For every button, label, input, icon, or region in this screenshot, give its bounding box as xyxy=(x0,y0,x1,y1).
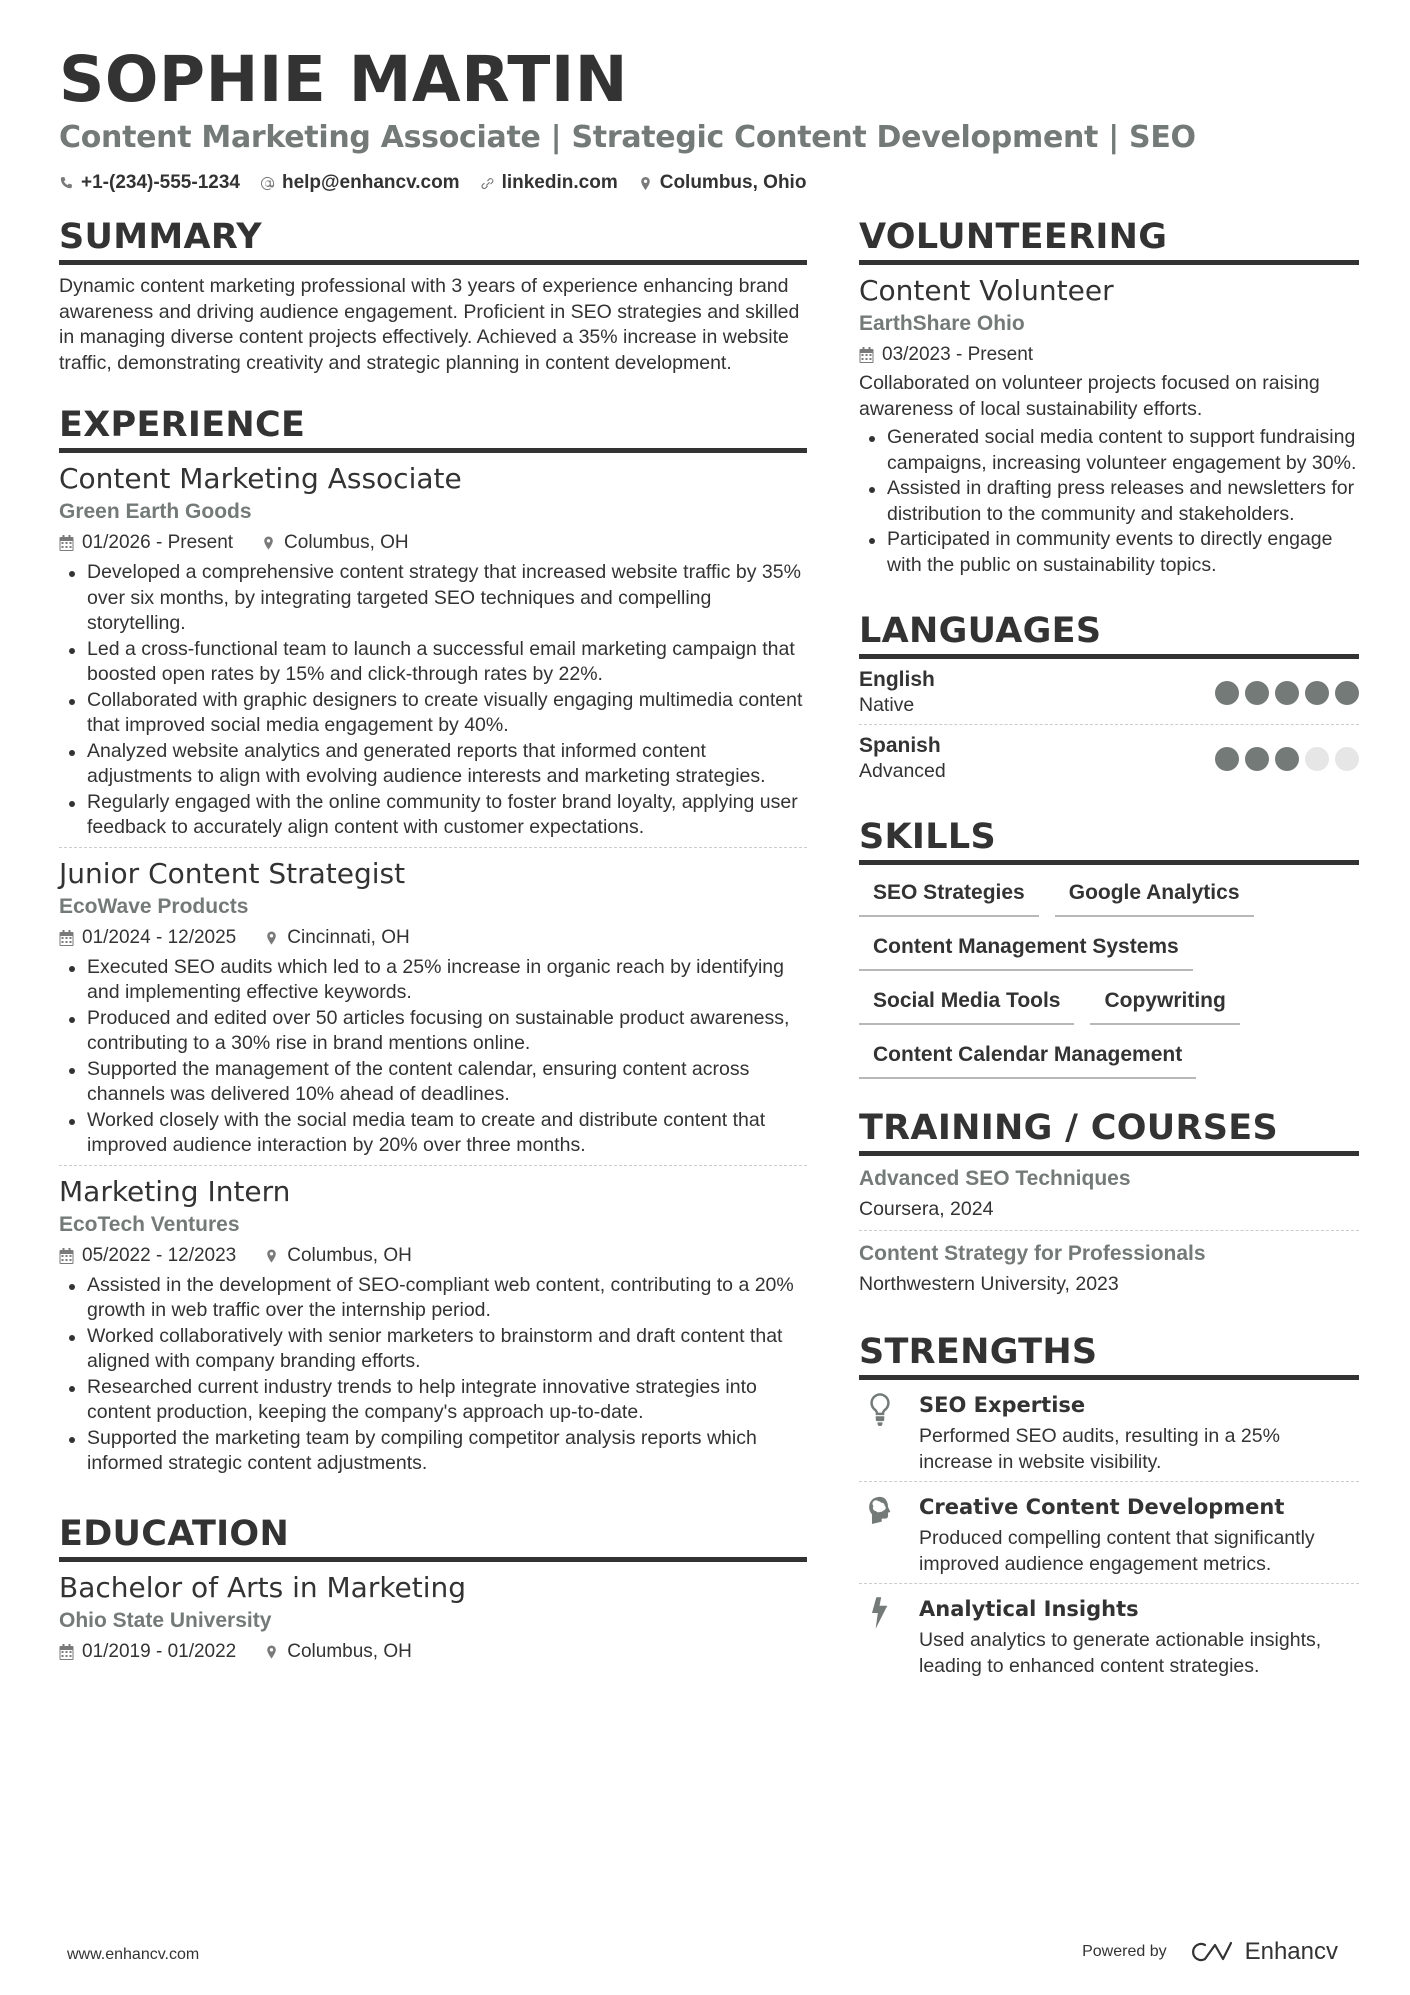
section-title-skills: SKILLS xyxy=(859,816,1359,865)
location-text: Columbus, OH xyxy=(287,1640,412,1662)
language-level: Advanced xyxy=(859,760,946,782)
candidate-headline: Content Marketing Associate | Strategic Content Development | SEO xyxy=(59,120,1196,155)
bullet-item: Executed SEO audits which led to a 25% increase in organic reach by identifying and implementing effective keywords. xyxy=(59,955,807,1006)
company-name: Green Earth Goods xyxy=(59,500,252,523)
linkedin-text: linkedin.com xyxy=(501,172,618,193)
right-column xyxy=(859,216,1359,1715)
volunteer-bullets xyxy=(859,425,1359,578)
course-provider: Coursera, 2024 xyxy=(859,1198,994,1220)
contact-location xyxy=(638,172,807,194)
footer-website[interactable]: www.enhancv.com xyxy=(67,1946,200,1963)
location-pin-icon xyxy=(264,1644,279,1660)
job-bullets xyxy=(59,955,807,1159)
strength-item xyxy=(859,1481,1359,1583)
education-section xyxy=(59,1513,807,1672)
calendar-icon xyxy=(59,930,74,946)
strength-desc: Performed SEO audits, resulting in a 25% increase in website visibility. xyxy=(919,1425,1280,1473)
strength-title: Creative Content Development xyxy=(919,1495,1285,1519)
section-title-languages: LANGUAGES xyxy=(859,610,1359,659)
course-entry xyxy=(859,1230,1359,1305)
phone-text: +1-(234)-555-1234 xyxy=(81,172,240,193)
calendar-icon xyxy=(59,535,74,551)
experience-section xyxy=(59,404,807,1483)
bullet-item: Supported the management of the content calendar, ensuring content across channels was delivered 10% ahead of deadlines. xyxy=(59,1057,807,1108)
job-title: Junior Content Strategist xyxy=(59,856,406,890)
link-icon xyxy=(480,176,495,191)
job-meta xyxy=(59,1242,807,1270)
dot-empty xyxy=(1305,747,1329,771)
skills-list xyxy=(859,865,1359,1079)
section-title-experience: EXPERIENCE xyxy=(59,404,807,453)
volunteer-role: Content Volunteer xyxy=(859,274,1114,307)
bullet-item: Led a cross-functional team to launch a successful email marketing campaign that boosted open rates by 15% and click-through rates by 22%. xyxy=(59,637,807,688)
education-meta xyxy=(59,1638,807,1666)
location-text: Columbus, Ohio xyxy=(659,172,807,193)
language-name: English xyxy=(859,668,935,691)
bullet-item: Developed a comprehensive content strategy that increased website traffic by 35% over six months, by integrating targeted SEO techniques and compelling storytelling. xyxy=(59,560,807,637)
location-text: Columbus, OH xyxy=(284,532,409,553)
location-pin-icon xyxy=(264,930,279,946)
course-title: Advanced SEO Techniques xyxy=(859,1167,1131,1190)
contact-linkedin[interactable] xyxy=(480,172,618,194)
bullet-item: Analyzed website analytics and generated reports that informed content adjustments to align with evolving audience interests and marketing strategies. xyxy=(59,739,807,790)
enhancv-logo-icon xyxy=(1191,1939,1235,1965)
dot-filled xyxy=(1245,747,1269,771)
bullet-item: Produced and edited over 50 articles focusing on sustainable product awareness, contributing to a 30% rise in brand mentions online. xyxy=(59,1006,807,1057)
job-location xyxy=(264,1242,412,1270)
skill-tag: Copywriting xyxy=(1090,987,1239,1025)
dot-filled xyxy=(1335,681,1359,705)
volunteer-dates xyxy=(859,341,1033,369)
job-bullets xyxy=(59,560,807,841)
dates-text: 05/2022 - 12/2023 xyxy=(82,1244,237,1266)
language-row xyxy=(859,724,1359,790)
location-pin-icon xyxy=(261,535,276,551)
education-location xyxy=(264,1638,412,1666)
lightning-bolt-icon xyxy=(859,1594,901,1679)
contact-line xyxy=(59,172,1359,194)
volunteer-description: Collaborated on volunteer projects focused on raising awareness of local sustainability efforts. xyxy=(859,372,1320,420)
strength-title: Analytical Insights xyxy=(919,1597,1139,1621)
proficiency-dots xyxy=(1215,681,1359,705)
dot-filled xyxy=(1245,681,1269,705)
strength-title: SEO Expertise xyxy=(919,1393,1086,1417)
summary-section xyxy=(59,216,807,376)
strength-item xyxy=(859,1380,1359,1481)
dot-filled xyxy=(1305,681,1329,705)
contact-email[interactable] xyxy=(260,172,460,194)
school-name: Ohio State University xyxy=(59,1608,272,1632)
bullet-item: Assisted in the development of SEO-compliant web content, contributing to a 20% growth in web traffic over the internship period. xyxy=(59,1273,807,1324)
skill-tag: Content Calendar Management xyxy=(859,1041,1196,1079)
volunteer-entry xyxy=(859,265,1359,584)
proficiency-dots xyxy=(1215,747,1359,771)
phone-icon xyxy=(59,176,74,191)
skill-tag: Social Media Tools xyxy=(859,987,1074,1025)
candidate-name: SOPHIE MARTIN xyxy=(59,43,629,116)
training-section xyxy=(859,1107,1359,1305)
skills-section xyxy=(859,816,1359,1079)
languages-section xyxy=(859,610,1359,790)
job-title: Marketing Intern xyxy=(59,1174,291,1208)
bullet-item: Worked collaboratively with senior marketers to brainstorm and draft content that aligned with company branding efforts. xyxy=(59,1324,807,1375)
section-title-volunteering: VOLUNTEERING xyxy=(859,216,1359,265)
strength-item xyxy=(859,1583,1359,1685)
language-row xyxy=(859,659,1359,724)
section-title-strengths: STRENGTHS xyxy=(859,1331,1359,1380)
email-text: help@enhancv.com xyxy=(281,172,460,193)
job-bullets xyxy=(59,1273,807,1477)
footer-branding xyxy=(1082,1938,1338,1966)
company-name: EcoTech Ventures xyxy=(59,1212,240,1236)
location-pin-icon xyxy=(638,176,653,191)
bullet-item: Generated social media content to support fundraising campaigns, increasing volunteer engagement by 30%. xyxy=(859,425,1359,476)
job-location xyxy=(264,924,410,952)
bullet-item: Researched current industry trends to help integrate innovative strategies into content production, keeping the company's approach up-to-date. xyxy=(59,1375,807,1426)
dot-empty xyxy=(1335,747,1359,771)
location-text: Cincinnati, OH xyxy=(287,926,410,948)
skill-tag: Google Analytics xyxy=(1055,879,1254,917)
bullet-item: Supported the marketing team by compiling competitor analysis reports which informed strategic content adjustments. xyxy=(59,1426,807,1477)
bullet-item: Participated in community events to directly engage with the public on sustainability topics. xyxy=(859,527,1359,578)
skill-tag: Content Management Systems xyxy=(859,933,1193,971)
strength-desc: Produced compelling content that significantly improved audience engagement metrics. xyxy=(919,1527,1315,1575)
course-title: Content Strategy for Professionals xyxy=(859,1242,1206,1265)
experience-entry xyxy=(59,1165,807,1483)
contact-phone[interactable] xyxy=(59,172,240,194)
bullet-item: Collaborated with graphic designers to create visually engaging multimedia content that improved social media engagement by 40%. xyxy=(59,688,807,739)
section-title-summary: SUMMARY xyxy=(59,216,807,265)
dot-filled xyxy=(1275,747,1299,771)
course-entry xyxy=(859,1156,1359,1230)
resume-header xyxy=(59,44,1359,194)
dot-filled xyxy=(1215,681,1239,705)
job-meta xyxy=(59,529,807,557)
location-pin-icon xyxy=(264,1248,279,1264)
bullet-item: Assisted in drafting press releases and newsletters for distribution to the community and stakeholders. xyxy=(859,476,1359,527)
company-name: EcoWave Products xyxy=(59,894,249,918)
calendar-icon xyxy=(859,347,874,363)
left-column xyxy=(59,216,807,1702)
experience-entry xyxy=(59,453,807,847)
volunteering-section xyxy=(859,216,1359,584)
location-text: Columbus, OH xyxy=(287,1244,412,1266)
language-level: Native xyxy=(859,694,915,716)
dates-text: 01/2019 - 01/2022 xyxy=(82,1640,237,1662)
section-title-training: TRAINING / COURSES xyxy=(859,1107,1359,1156)
calendar-icon xyxy=(59,1248,74,1264)
powered-by-label: Powered by xyxy=(1082,1943,1167,1960)
bullet-item: Worked closely with the social media team to create and distribute content that improved audience interaction by 20% over three months. xyxy=(59,1108,807,1159)
section-title-education: EDUCATION xyxy=(59,1513,807,1562)
skill-tag: SEO Strategies xyxy=(859,879,1039,917)
dates-text: 03/2023 - Present xyxy=(882,344,1034,365)
job-dates xyxy=(59,529,233,557)
strength-desc: Used analytics to generate actionable insights, leading to enhanced content strategies. xyxy=(919,1629,1322,1677)
job-dates xyxy=(59,924,236,952)
job-meta xyxy=(59,924,807,952)
experience-entry xyxy=(59,847,807,1165)
strengths-section xyxy=(859,1331,1359,1685)
job-location xyxy=(261,529,409,557)
job-title: Content Marketing Associate xyxy=(59,462,462,495)
lightbulb-icon xyxy=(859,1390,901,1475)
course-provider: Northwestern University, 2023 xyxy=(859,1273,1119,1295)
dot-filled xyxy=(1215,747,1239,771)
dates-text: 01/2024 - 12/2025 xyxy=(82,926,237,948)
volunteer-org: EarthShare Ohio xyxy=(859,312,1025,335)
brand-name: Enhancv xyxy=(1244,1938,1338,1965)
job-dates xyxy=(59,1242,236,1270)
head-brain-icon xyxy=(859,1492,901,1577)
summary-text: Dynamic content marketing professional with 3 years of experience enhancing brand awareness and driving audience engagement. Proficient in SEO strategies and skilled in managing diverse content projects effectively. Achieved a 35% increase in website traffic, demonstrating creativity and strategic planning in content development. xyxy=(59,275,800,374)
volunteer-meta xyxy=(859,341,1359,369)
dot-filled xyxy=(1275,681,1299,705)
calendar-icon xyxy=(59,1644,74,1660)
degree-title: Bachelor of Arts in Marketing xyxy=(59,1570,467,1604)
bullet-item: Regularly engaged with the online community to foster brand loyalty, applying user feedback to accurately align content with customer expectations. xyxy=(59,790,807,841)
language-name: Spanish xyxy=(859,734,941,757)
education-entry xyxy=(59,1562,807,1672)
dates-text: 01/2026 - Present xyxy=(82,532,234,553)
education-dates xyxy=(59,1638,236,1666)
at-icon xyxy=(260,176,275,191)
enhancv-logo[interactable] xyxy=(1191,1938,1338,1966)
